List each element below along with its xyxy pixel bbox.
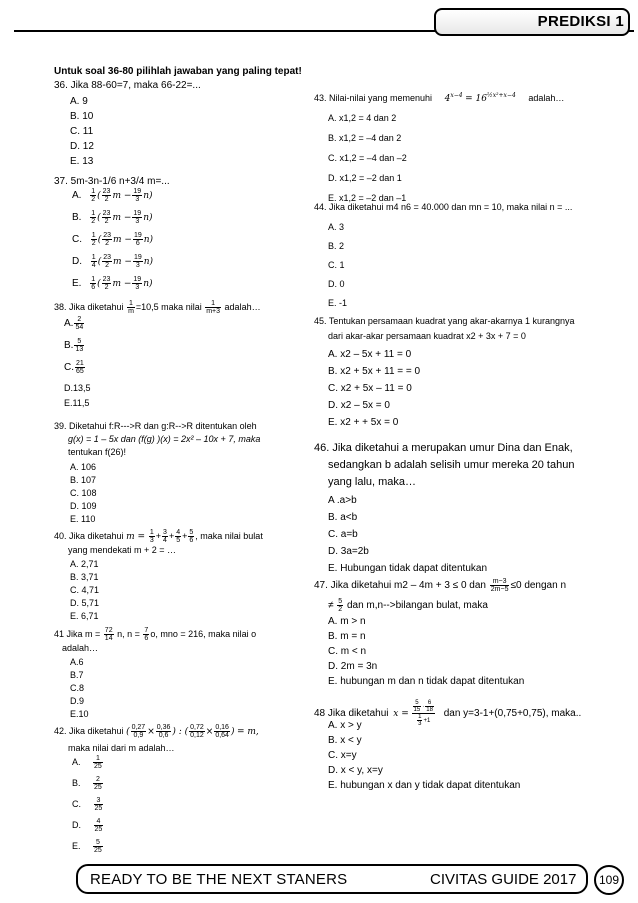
option: C. a=b [328,529,358,540]
question-47-line2: ≠ $\frac{5}{2}$ dan m,n-->bilangan bulat, maka [328,598,488,613]
question-39-options [70,461,97,526]
option: D. 109 [70,501,97,511]
question-41-options [70,656,89,721]
option: B. $\frac{5}{13}$ [64,338,84,353]
question-47: 47. Jika diketahui m2 – 4m + 3 ≤ 0 dan $\frac{m-3}{2m-5}$ ≤0 dengan n [314,578,567,593]
option: E. 6,71 [70,611,99,621]
option: C. x2 + 5x – 11 = 0 [328,383,412,394]
option: C. $\frac{3}{25}$ [72,797,103,812]
option: D. x2 – 5x = 0 [328,400,390,411]
question-40: 40. Jika diketahui m = $\frac{1}{3}$ + $\frac{3}{4}$ + $\frac{4}{5}$ + $\frac{5}{6}$ , maka nilai bulat [54,529,263,544]
option: A. 106 [70,462,97,472]
option: C. 4,71 [70,585,100,595]
option: A. x > y [328,720,362,731]
question-41-line2: adalah… [62,643,99,653]
option: B. x < y [328,735,362,746]
option: E.10 [70,709,89,719]
option: D. 3a=2b [328,546,369,557]
question-45-line2: dari akar-akar persamaan kuadrat x2 + 3x + 7 = 0 [328,331,526,341]
question-38: 38. Jika diketahui $\frac{1}{m}$ =10,5 maka nilai $\frac{1}{m+3}$ adalah… [54,300,261,315]
option: B. 3,71 [70,572,99,582]
option: B. x1,2 = –4 dan 2 [328,133,402,143]
option: A. 9 [70,96,88,107]
question-46-line3: yang lalu, maka… [328,476,417,488]
option: B. x2 + 5x + 11 = = 0 [328,366,421,377]
question-44-options [328,218,347,313]
option: D. $\frac{1}{4}$ ( $\frac{23}{2}$ m − $\frac{19}{3}$ n) [72,254,154,269]
option: A. 3 [328,222,345,232]
option: D.13,5 [64,383,91,393]
option: C. x=y [328,750,357,761]
nested-fraction: $\frac{5}{15}$ · $\frac{6}{18}$ $\frac{1}{3}$ +1 [413,700,433,727]
page-title: PREDIKSI 1 [537,13,624,30]
option: D. x1,2 = –2 dan 1 [328,173,402,183]
option: A. $\frac{2}{54}$ [64,316,84,331]
question-47-options [328,614,524,689]
footer-slogan: READY TO BE THE NEXT STANERS [90,871,348,888]
question-39-line3: tentukan f(26)! [68,447,127,457]
option: B. m = n [328,631,366,642]
question-45-options [328,346,420,431]
option: D. x < y, x=y [328,765,383,776]
question-37-options [72,188,153,298]
option: D. 5,71 [70,598,100,608]
option: B. $\frac{2}{25}$ [72,776,102,791]
option: A. x1,2 = 4 dan 2 [328,113,397,123]
option: E. hubungan x dan y tidak dapat ditentukan [328,780,521,791]
option: A. m > n [328,616,366,627]
question-40-options [70,558,99,623]
option: E. -1 [328,298,348,308]
option: C.8 [70,683,85,693]
question-46-line1: 46. Jika diketahui a merupakan umur Dina dan Enak, [314,442,573,454]
option: B. 2 [328,241,345,251]
option: B.7 [70,670,84,680]
option: B. 107 [70,475,97,485]
instructions: Untuk soal 36-80 pilihlah jawaban yang paling tepat! [54,66,302,77]
option: E. $\frac{1}{6}$ ( $\frac{23}{2}$ m − $\frac{19}{3}$ n) [72,276,153,291]
option: B. 10 [70,111,94,122]
option: A. x2 – 5x + 11 = 0 [328,349,412,360]
option: C. 1 [328,260,345,270]
option: E. x2 + + 5x = 0 [328,417,399,428]
question-39-line2: g(x) = 1 – 5x dan (f(g) )(x) = 2x² – 10x + 7, maka [68,434,261,444]
question-43-options [328,108,407,208]
option: E.11,5 [64,398,90,408]
option: D. 2m = 3n [328,661,378,672]
footer-book-title: CIVITAS GUIDE 2017 [430,871,577,888]
question-48-options [328,718,520,793]
option: A. $\frac{1}{2}$ ( $\frac{23}{2}$ m − $\frac{19}{3}$ n) [72,188,153,203]
option: E. $\frac{5}{25}$ [72,839,102,854]
option: C. 11 [70,126,94,137]
option: E. x1,2 = –2 dan –1 [328,193,407,203]
option: E. Hubungan tidak dapat ditentukan [328,563,488,574]
option: C. x1,2 = –4 dan –2 [328,153,407,163]
question-42-options [72,755,104,860]
option: C. m < n [328,646,367,657]
question-36: 36. Jika 88-60=7, maka 66-22=... [54,80,201,91]
option: C. $\frac{1}{2}$ ( $\frac{23}{2}$ m − $\frac{19}{6}$ n) [72,232,154,247]
question-44: 44. Jika diketahui m4 n6 = 40.000 dan mn = 10, maka nilai n = ... [314,202,573,212]
option: C. 108 [70,488,97,498]
option: A. $\frac{1}{25}$ [72,755,102,770]
question-42: 42. Jika diketahui ( $\frac{0,27}{0,9}$ × $\frac{0,36}{0,6}$ ) : ( $\frac{0,72}{0,12}$ × $\frac{0,16}{0,64}$ ) = m, [54,724,259,739]
option: E. 110 [70,514,96,524]
option: A .a>b [328,495,357,506]
question-45-line1: 45. Tentukan persamaan kuadrat yang akar-akarnya 1 kurangnya [314,316,575,326]
question-40-line2: yang mendekati m + 2 = … [68,545,177,555]
option: D. 0 [328,279,345,289]
option: B. $\frac{1}{2}$ ( $\frac{23}{2}$ m − $\frac{19}{3}$ n) [72,210,153,225]
option: A. 2,71 [70,559,99,569]
option: A.6 [70,657,84,667]
page-number: 109 [594,865,624,895]
question-41: 41 Jika m = $\frac{72}{14}$ n, n = $\frac{7}{6}$ o, mno = 216, maka nilai o [54,627,257,642]
question-42-line2: maka nilai dari m adalah… [68,743,175,753]
option: C. $\frac{21}{65}$ [64,360,84,375]
option: D.9 [70,696,85,706]
option: E. 13 [70,156,94,167]
question-43: 43. Nilai-nilai yang memenuhi $4^{x-4} = 16^{\frac{1}{2}x^2+x-4}$ adalah… [314,92,565,104]
option: D. $\frac{4}{25}$ [72,818,103,833]
option: E. hubungan m dan n tidak dapat ditentukan [328,676,525,687]
option: B. a<b [328,512,358,523]
question-48: 48 Jika diketahui x = $\frac{5}{15}$ · $\frac{6}{18}$ $\frac{1}{3}$ +1 dan y=3-1+(0,75+0,75), maka.. [314,700,582,727]
question-36-options [70,94,94,169]
question-46-options [328,492,487,577]
question-46-line2: sedangkan b adalah selisih umur mereka 20 tahun [328,459,575,471]
question-39-line1: 39. Diketahui f:R--->R dan g:R-->R ditentukan oleh [54,421,257,431]
question-37: 37. 5m-3n-1/6 n+3/4 m=... [54,176,170,187]
option: D. 12 [70,141,94,152]
